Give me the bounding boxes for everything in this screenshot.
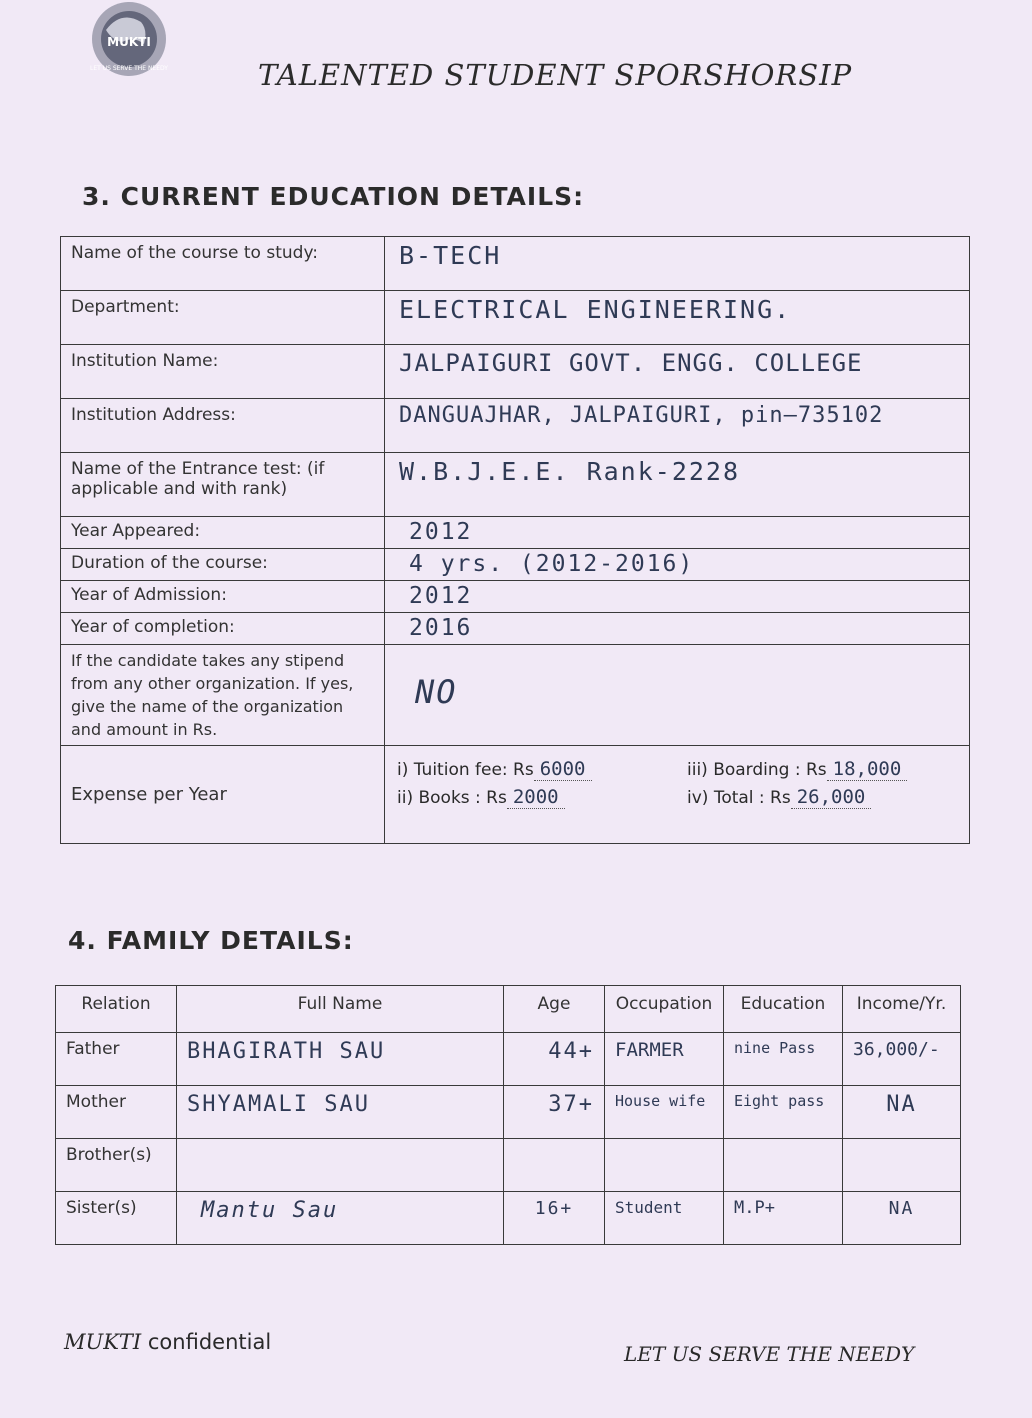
education-cell: nine Pass — [724, 1033, 843, 1086]
footer-brand: MUKTI — [64, 1330, 142, 1354]
family-heading: 4. FAMILY DETAILS: — [68, 926, 354, 955]
total-label: iv) Total : Rs — [687, 788, 791, 808]
table-row — [56, 1086, 961, 1139]
family-table — [55, 985, 961, 1245]
logo-text: MUKTI — [107, 35, 151, 49]
edu-value-course: B-TECH — [385, 237, 970, 291]
edu-label-expense: Expense per Year — [61, 746, 385, 844]
name-cell: Mantu Sau — [177, 1192, 504, 1245]
mukti-logo — [86, 0, 172, 78]
relation-cell: Sister(s) — [56, 1192, 177, 1245]
edu-value-admission: 2012 — [385, 581, 970, 613]
boarding-value: 18,000 — [827, 758, 908, 781]
age-cell — [504, 1139, 605, 1192]
edu-label-department: Department: — [61, 291, 385, 345]
col-income: Income/Yr. — [843, 986, 961, 1033]
footer-confidential — [64, 1330, 271, 1354]
age-cell: 16+ — [504, 1192, 605, 1245]
edu-label-entrance: Name of the Entrance test: (if applicable and with rank) — [61, 453, 385, 517]
education-cell: Eight pass — [724, 1086, 843, 1139]
books-label: ii) Books : Rs — [397, 788, 507, 808]
edu-label-address: Institution Address: — [61, 399, 385, 453]
edu-label-completion: Year of completion: — [61, 613, 385, 645]
edu-label-year-appeared: Year Appeared: — [61, 517, 385, 549]
page-title: TALENTED STUDENT SPORSHORSIP — [258, 58, 853, 92]
books-value: 2000 — [507, 786, 565, 809]
table-row — [56, 1139, 961, 1192]
col-occupation: Occupation — [605, 986, 724, 1033]
income-cell: NA — [843, 1192, 961, 1245]
age-cell: 37+ — [504, 1086, 605, 1139]
col-full-name: Full Name — [177, 986, 504, 1033]
income-cell — [843, 1139, 961, 1192]
education-cell — [724, 1139, 843, 1192]
relation-cell: Brother(s) — [56, 1139, 177, 1192]
income-cell: NA — [843, 1086, 961, 1139]
relation-cell: Mother — [56, 1086, 177, 1139]
name-cell — [177, 1139, 504, 1192]
col-relation: Relation — [56, 986, 177, 1033]
total-value: 26,000 — [791, 786, 872, 809]
logo-tagline: LET US SERVE THE NEEDY — [90, 65, 168, 72]
occupation-cell — [605, 1139, 724, 1192]
table-row — [56, 1033, 961, 1086]
edu-value-department: ELECTRICAL ENGINEERING. — [385, 291, 970, 345]
edu-value-duration: 4 yrs. (2012-2016) — [385, 549, 970, 581]
name-cell: BHAGIRATH SAU — [177, 1033, 504, 1086]
edu-value-institution: JALPAIGURI GOVT. ENGG. COLLEGE — [385, 345, 970, 399]
edu-value-entrance: W.B.J.E.E. Rank-2228 — [385, 453, 970, 517]
edu-value-year-appeared: 2012 — [385, 517, 970, 549]
occupation-cell: House wife — [605, 1086, 724, 1139]
education-cell: M.P+ — [724, 1192, 843, 1245]
occupation-cell: Student — [605, 1192, 724, 1245]
relation-cell: Father — [56, 1033, 177, 1086]
education-table — [60, 236, 970, 844]
boarding-label: iii) Boarding : Rs — [687, 760, 827, 780]
education-heading: 3. CURRENT EDUCATION DETAILS: — [82, 182, 585, 211]
table-row — [56, 1192, 961, 1245]
col-age: Age — [504, 986, 605, 1033]
col-education: Education — [724, 986, 843, 1033]
edu-label-institution: Institution Name: — [61, 345, 385, 399]
name-cell: SHYAMALI SAU — [177, 1086, 504, 1139]
edu-value-completion: 2016 — [385, 613, 970, 645]
income-cell: 36,000/- — [843, 1033, 961, 1086]
edu-value-address: DANGUAJHAR, JALPAIGURI, pin—735102 — [385, 399, 970, 453]
edu-label-duration: Duration of the course: — [61, 549, 385, 581]
tuition-value: 6000 — [534, 758, 592, 781]
edu-label-stipend: If the candidate takes any stipend from any other organization. If yes, give the name of the organization and amount in Rs. — [61, 645, 385, 746]
footer-confidential-text: confidential — [147, 1330, 272, 1354]
edu-label-admission: Year of Admission: — [61, 581, 385, 613]
expense-cell — [385, 746, 970, 844]
occupation-cell: FARMER — [605, 1033, 724, 1086]
tuition-label: i) Tuition fee: Rs — [397, 760, 534, 780]
footer-tagline: LET US SERVE THE NEEDY — [624, 1342, 915, 1366]
age-cell: 44+ — [504, 1033, 605, 1086]
edu-label-course: Name of the course to study: — [61, 237, 385, 291]
edu-value-stipend: NO — [385, 645, 970, 746]
